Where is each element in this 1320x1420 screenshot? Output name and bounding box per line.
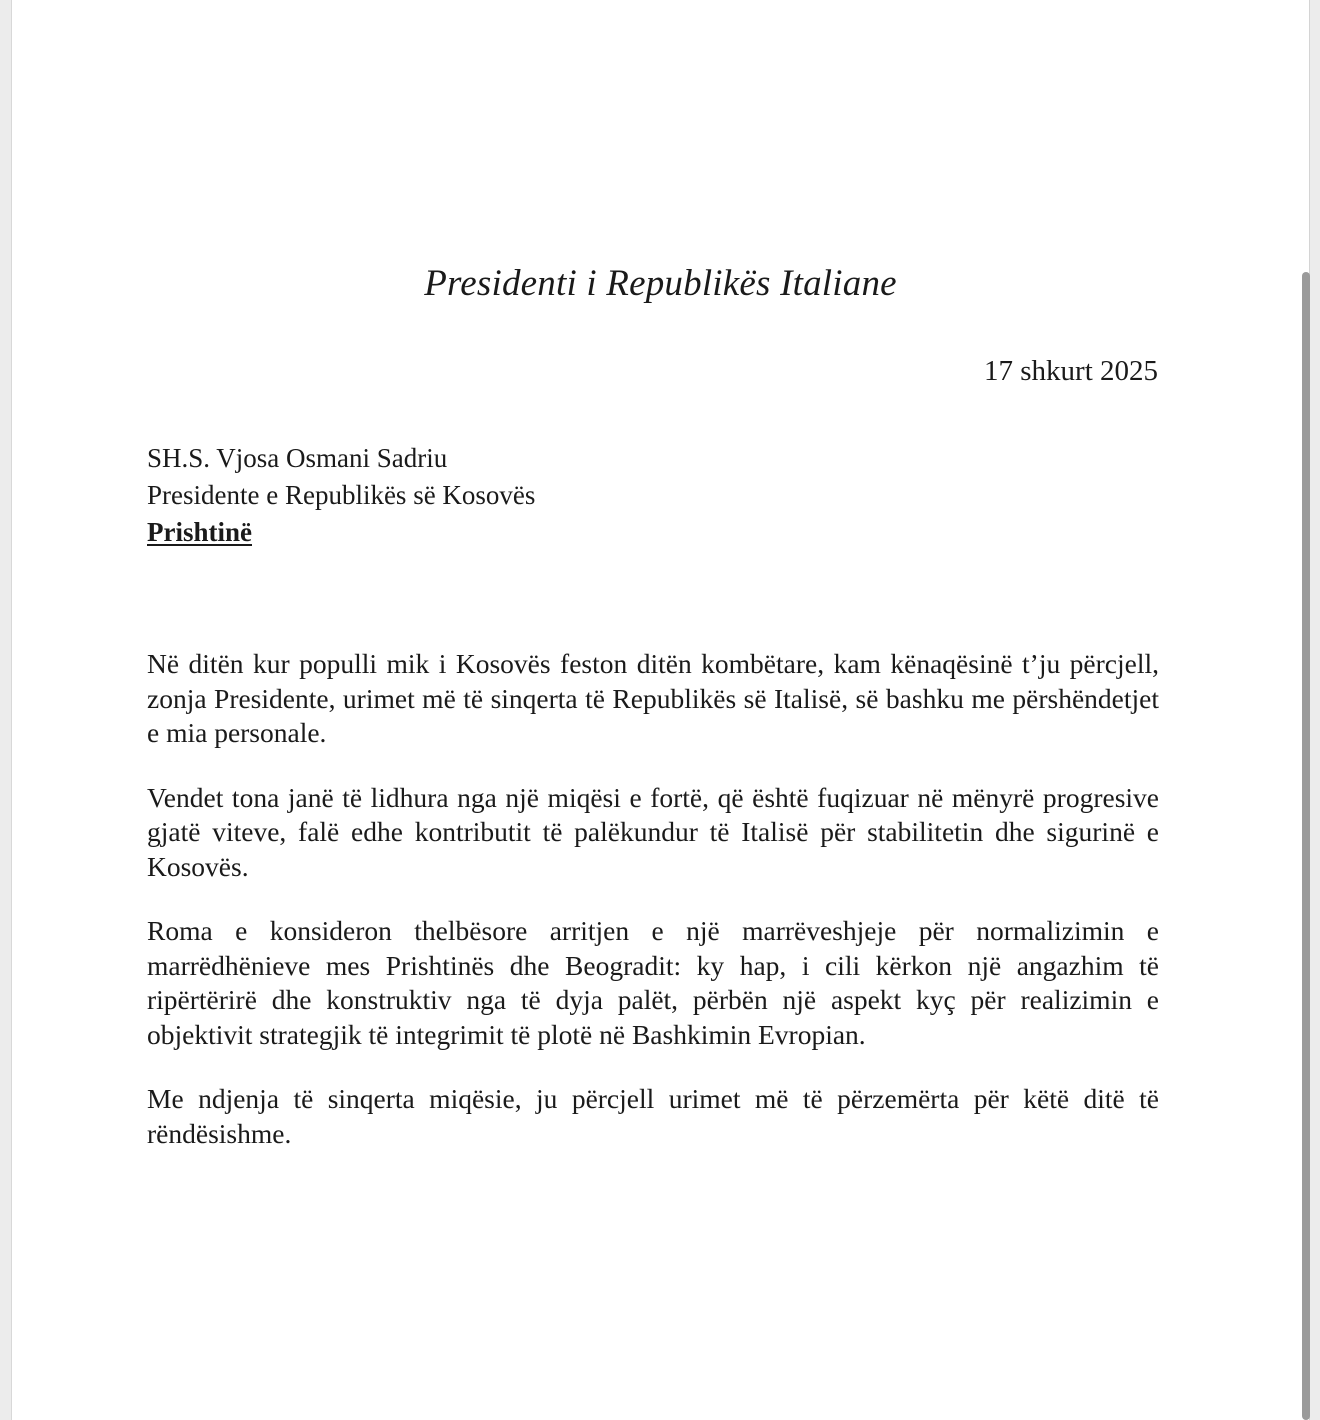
letter-page (12, 0, 1309, 1420)
body-paragraph-3: Roma e konsideron thelbësore arritjen e një marrëveshjeje për normalizimin e marrëdhënieve mes Prishtinës dhe Beogradit: ky hap, i cili kërkon një angazhim të ripërtërirë dhe konstruktiv nga të dyja palët, përbën një aspekt kyç për realizimin e objektivit strategjik të integrimit të plotë në Bashkimin Evropian. (147, 915, 1159, 1050)
scrollbar-thumb[interactable] (1302, 272, 1310, 1420)
recipient-name: SH.S. Vjosa Osmani Sadriu (147, 443, 448, 473)
letter-heading: Presidenti i Republikës Italiane (424, 263, 897, 304)
body-paragraph-2: Vendet tona janë të lidhura nga një miqësi e fortë, që është fuqizuar në mënyrë progresive gjatë viteve, falë edhe kontributit të palëkundur të Italisë për stabilitetin dhe sigurinë e Kosovës. (147, 781, 1159, 882)
recipient-city: Prishtinë (147, 517, 252, 547)
body-paragraph-1: Në ditën kur populli mik i Kosovës feston ditën kombëtare, kam kënaqësinë t’ju përcjell, zonja Presidente, urimet më të sinqerta të Republikës së Italisë, së bashku me përshëndetjet e mia personale. (147, 648, 1159, 748)
viewer-left-edge (0, 0, 12, 1420)
recipient-block (147, 440, 535, 551)
letter-date: 17 shkurt 2025 (984, 355, 1158, 387)
body-paragraph-4: Me ndjenja të sinqerta miqësie, ju përcjell urimet më të përzemërta për këtë ditë të rëndësishme. (147, 1083, 1159, 1149)
recipient-title: Presidente e Republikës së Kosovës (147, 480, 536, 510)
letter-body (147, 647, 1159, 1181)
